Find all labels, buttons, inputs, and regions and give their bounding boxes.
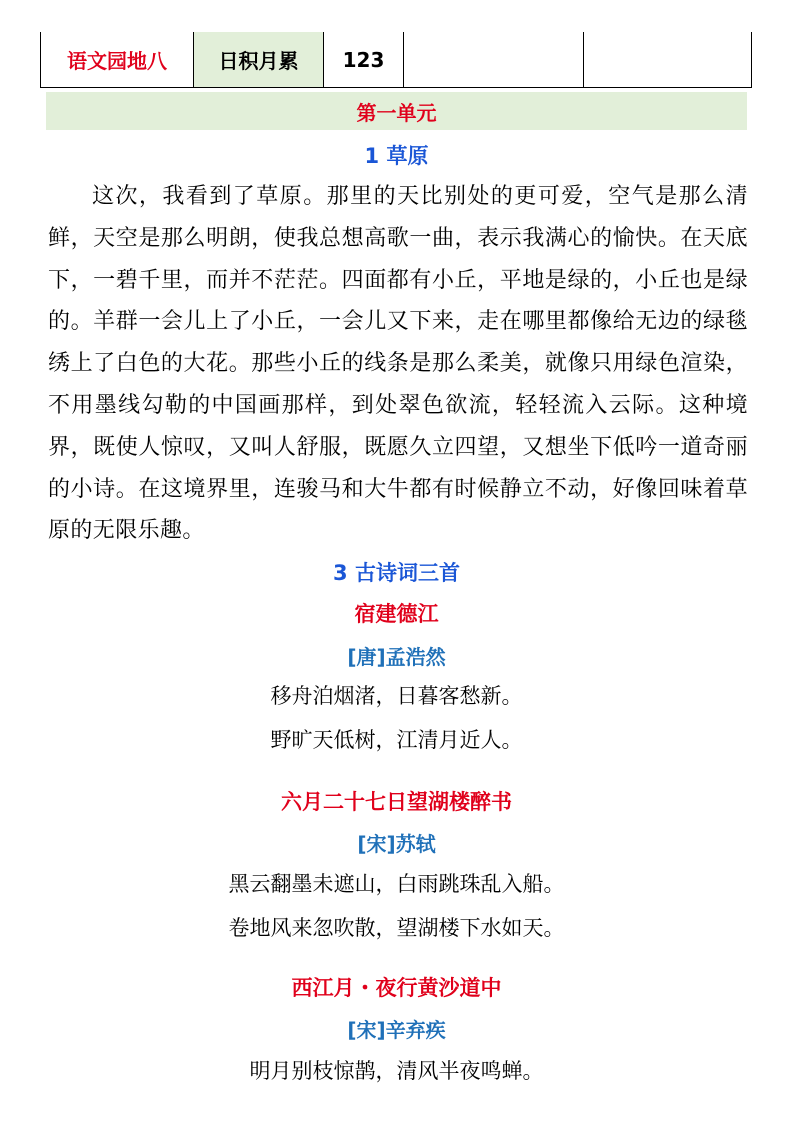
poem-author: [宋]苏轼 [357,832,436,856]
poem-line: 野旷天低树，江清月近人。 [270,728,523,752]
header-blank-cell [584,32,751,87]
lesson-text: 这次，我看到了草原。那里的天比别处的更可爱，空气是那么清鲜，天空是那么明朗，使我总想高歌一曲，表示我满心的愉快。在天底下，一碧千里，而并不茫茫。四面都有小丘，平地是绿的，小丘也是绿的。羊群一会儿上了小丘，一会儿又下来，走在哪里都像给无边的绿毯绣上了白色的大花。那些小丘的线条是那么柔美，就像只用绿色渲染，不用墨线勾勒的中国画那样，到处翠色欲流，轻轻流入云际。这种境界，既使人惊叹，又叫人舒服，既愿久立四望，又想坐下低吟一道奇丽的小诗。在这境界里，连骏马和大牛都有时候静立不动，好像回味着草原的无限乐趣。 [48,184,748,544]
poem-title: 六月二十七日望湖楼醉书 [281,790,512,814]
poem-title: 西江月・夜行黄沙道中 [291,976,502,1000]
poem-line: 移舟泊烟渚，日暮客愁新。 [270,684,523,708]
poem-line: 卷地风来忽吹散，望湖楼下水如天。 [228,916,565,940]
poem-line: 明月别枝惊鹊，清风半夜鸣蝉。 [249,1059,544,1083]
header-blank-cell [404,32,584,87]
header-page-number: 123 [324,32,404,87]
header-unit: 语文园地八 [41,32,194,87]
poem-line: 黑云翻墨未遮山，白雨跳珠乱入船。 [228,872,565,896]
lesson-title: 3 古诗词三首 [333,561,460,585]
poem-title: 宿建德江 [354,602,439,626]
unit-banner: 第一单元 [46,92,747,130]
poem-author: [唐]孟浩然 [347,645,446,669]
header-table [40,32,752,88]
header-category: 日积月累 [194,32,324,87]
poem-author: [宋]辛弃疾 [347,1018,446,1042]
lesson-title: 1 草原 [364,144,429,168]
